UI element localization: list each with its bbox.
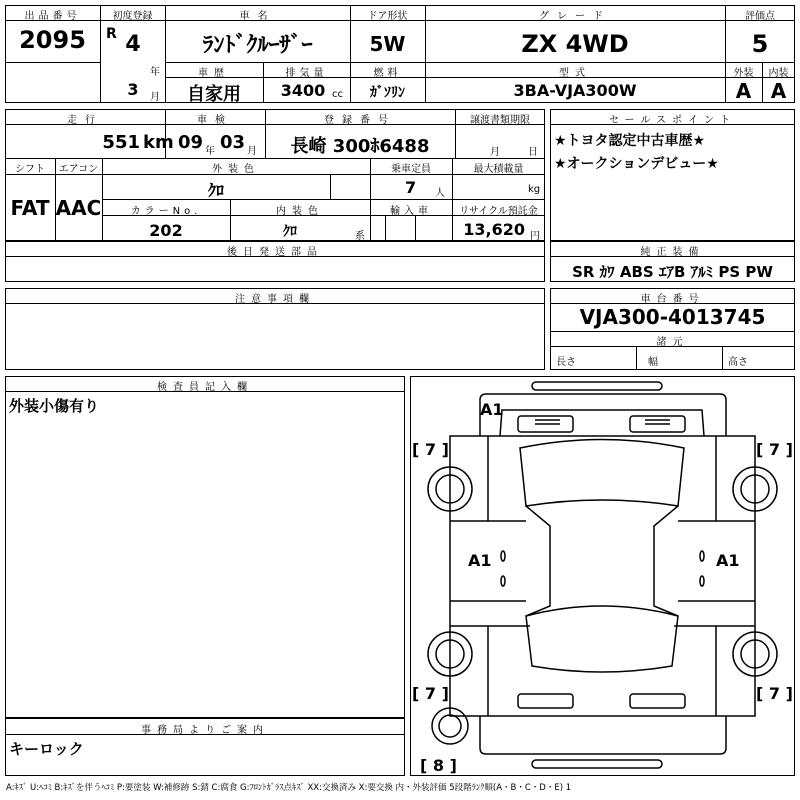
damage-front-label: A1 (480, 400, 504, 419)
mileage: 551 (102, 132, 140, 153)
load-label: 最大積載量 (473, 164, 524, 175)
reg-year: 4 (125, 32, 141, 57)
fuel-label: 燃料 (373, 68, 402, 79)
lot-number: 2095 (19, 26, 86, 54)
damage-legend: A:ｷｽﾞ U:ﾍｺﾐ B:ｷｽﾞを伴うﾍｺﾐ P:要塗装 W:補修跡 S:錆 C:腐食 G:ﾌﾛﾝﾄｶﾞﾗｽ点ｷｽﾞ XX:交換済み X:要交換 内・外装評価 5段階ﾗﾝｸ順(A・B・C・D・E) 1 (6, 783, 572, 793)
height-label: 高さ (728, 357, 748, 368)
score-label: 評価点 (745, 11, 775, 22)
shift-label: シフト (15, 164, 45, 175)
overall-score: 5 (751, 30, 769, 58)
sales-point-2: ★オークションデビュー★ (554, 156, 719, 172)
sales-point-1: ★トヨタ認定中古車歴★ (554, 133, 706, 149)
car-name-label: 車名 (239, 11, 276, 22)
reg-month: 3 (127, 80, 139, 99)
door-label: ドア形状 (367, 11, 408, 22)
fuel: ｶﾞｿﾘﾝ (370, 85, 405, 101)
tire-front-right: [ 7 ] (756, 440, 793, 459)
mileage-unit: km (143, 132, 174, 153)
car-name: ﾗﾝﾄﾞｸﾙｰｻﾞｰ (202, 33, 313, 58)
capacity: 7 (405, 178, 417, 197)
registration-label: 初度登録 (112, 11, 153, 22)
length-label: 長さ (556, 357, 576, 368)
transfer-day: 日 (528, 147, 538, 158)
grade-label: グレード (539, 11, 611, 22)
office-label: 事務局よりご案内 (141, 725, 269, 736)
inspection-year-unit: 年 (205, 146, 215, 157)
displacement: 3400 (280, 81, 326, 100)
notes-label: 注意事項欄 (235, 294, 315, 305)
color-label: 外装色 (212, 164, 260, 175)
interior-color: ｸﾛ (283, 224, 297, 240)
exterior-score: A (735, 79, 752, 103)
shift: FAT (10, 196, 50, 220)
year-unit: 年 (150, 67, 160, 78)
load-unit: kg (528, 184, 541, 195)
car-diagram (410, 376, 795, 776)
door-type: 5W (369, 32, 406, 56)
displacement-label: 排気量 (285, 68, 328, 79)
ac-label: エアコン (58, 164, 99, 175)
month-unit: 月 (150, 92, 160, 103)
damage-right-label: A1 (716, 551, 740, 570)
import-label: 輸入車 (390, 206, 432, 217)
transfer-label: 譲渡書類期限 (470, 115, 530, 126)
exterior-color: ｸﾛ (207, 181, 224, 200)
model-code: 3BA-VJA300W (513, 81, 637, 100)
air-conditioner: AAC (55, 196, 102, 220)
inspector-notes: 外装小傷有り (9, 397, 100, 415)
inspection-year: 09 (178, 132, 204, 153)
tire-front-left: [ 7 ] (412, 440, 449, 459)
width-label: 幅 (648, 357, 658, 368)
interior-color-label: 内装色 (276, 206, 324, 217)
interior-score: A (770, 79, 787, 103)
era: R (106, 26, 117, 42)
interior-color-unit: 系 (355, 231, 365, 242)
inspector-label: 検査員記入欄 (157, 382, 253, 393)
tire-rear-right: [ 7 ] (756, 684, 793, 703)
grade: ZX 4WD (521, 30, 629, 58)
equipment-list: SR ｶﾜ ABS ｴｱB ｱﾙﾐ PS PW (572, 263, 773, 281)
recycle-unit: 円 (530, 231, 540, 242)
tire-rear-left: [ 7 ] (412, 684, 449, 703)
inspector-box (5, 376, 405, 718)
plate-label: 登録番号 (324, 115, 396, 126)
inspection-label: 車検 (197, 115, 233, 126)
plate-number: 長崎 300ﾎ6488 (290, 136, 430, 157)
spare-tire: [ 8 ] (420, 756, 457, 775)
shipping-parts-label: 後日発送部品 (227, 247, 323, 258)
capacity-label: 乗車定員 (391, 164, 431, 175)
displacement-unit: cc (332, 89, 343, 100)
recycle-fee: 13,620 (463, 220, 525, 239)
model-label: 型式 (559, 68, 591, 79)
lot-label: 出品番号 (24, 11, 81, 22)
office-notes: キーロック (9, 740, 84, 758)
inspection-month-unit: 月 (247, 146, 257, 157)
color-number: 202 (149, 221, 183, 240)
equipment-label: 純正装備 (640, 247, 705, 258)
chassis-number: VJA300-4013745 (579, 305, 766, 329)
specs-label: 諸元 (656, 337, 689, 348)
exterior-label: 外装 (733, 68, 754, 79)
recycle-label: リサイクル預託金 (459, 206, 538, 217)
transfer-month: 月 (490, 147, 500, 158)
capacity-unit: 人 (435, 188, 445, 199)
damage-left-label: A1 (468, 551, 492, 570)
chassis-label: 車台番号 (640, 294, 705, 305)
mileage-label: 走行 (67, 115, 103, 126)
inspection-month: 03 (220, 132, 246, 153)
sales-point-label: セールスポイント (608, 115, 737, 126)
history-label: 車歴 (198, 68, 230, 79)
interior-label: 内装 (768, 68, 789, 79)
sales-point-box (550, 109, 795, 241)
history: 自家用 (187, 84, 241, 105)
color-number-label: カラーNo. (130, 206, 202, 217)
